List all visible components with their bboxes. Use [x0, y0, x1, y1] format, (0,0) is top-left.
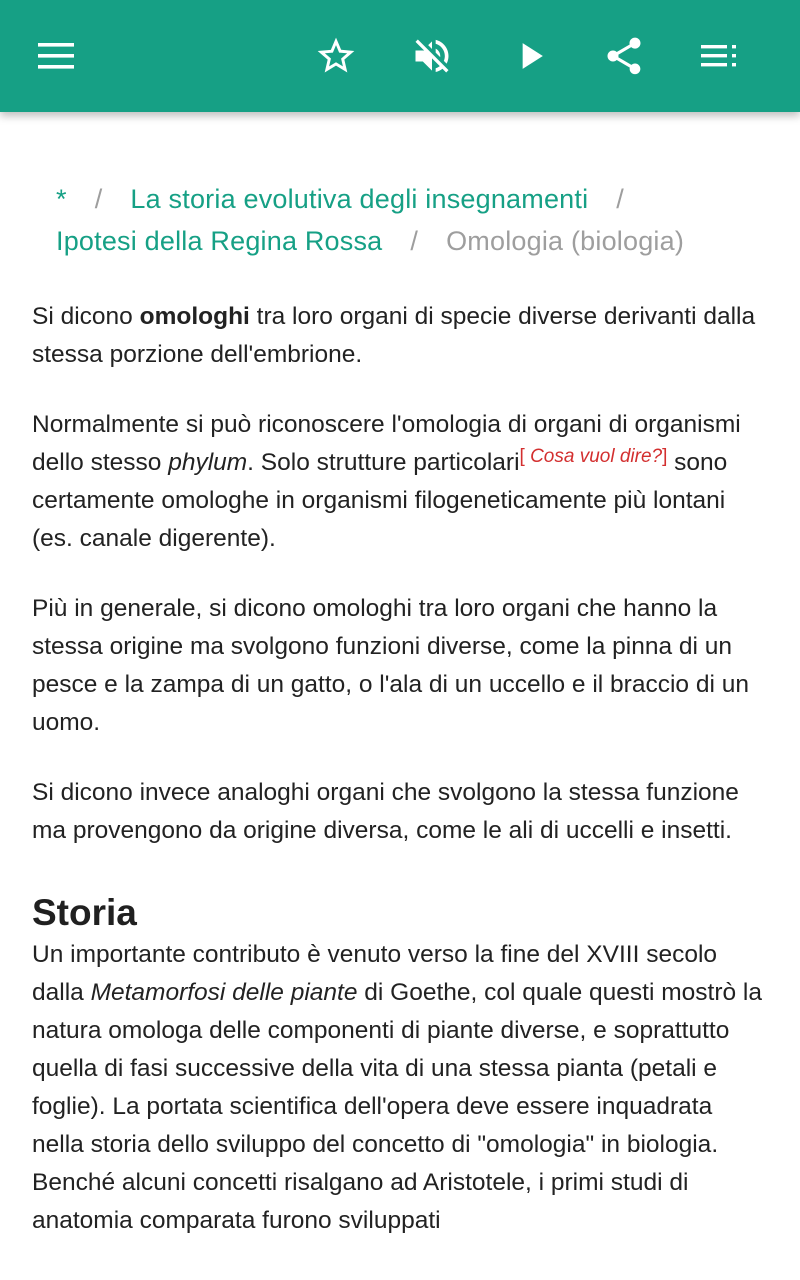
citation-text: Cosa vuol dire? [524, 446, 663, 467]
paragraph: Si dicono invece analoghi organi che svolgono la stessa funzione ma provengono da origine diversa, come le ali di uccelli e insetti. [32, 779, 739, 844]
text: Si dicono [32, 303, 140, 330]
paragraph [32, 406, 768, 558]
share-button[interactable] [594, 26, 654, 86]
paragraph [32, 298, 768, 374]
italic-term: Metamorfosi delle piante [90, 979, 358, 1006]
breadcrumb-root[interactable]: * [56, 184, 67, 214]
contents-button[interactable] [690, 26, 750, 86]
article-body [32, 298, 768, 1240]
breadcrumb-current: Omologia (biologia) [446, 226, 685, 256]
play-button[interactable] [500, 26, 560, 86]
app-toolbar [0, 0, 800, 112]
breadcrumb-separator: / [410, 226, 419, 256]
menu-icon [36, 41, 76, 71]
play-icon [508, 34, 552, 78]
text: Normalmente si può riconoscere l'omologia di organi di organismi dello stesso [32, 411, 741, 476]
paragraph: Più in generale, si dicono omologhi tra loro organi che hanno la stessa origine ma svolgono funzioni diverse, come la pinna di un pesce e la zampa di un gatto, o l'ala di un uccello e il braccio di un uomo. [32, 595, 749, 736]
share-icon [602, 34, 646, 78]
text: di Goethe, col quale questi mostrò la natura omologa delle componenti di piante diverse, e soprattutto quella di fasi successive della vita di una stessa pianta (petali e foglie). La portata scientifica dell'opera deve essere inquadrata nella storia dello sviluppo del concetto di "omologia" in biologia. Benché alcuni concetti risalgano ad Aristotele, i primi studi di anatomia comparata furono sviluppati [32, 979, 762, 1234]
bold-term: omologhi [139, 303, 250, 330]
breadcrumb-item-regina-rossa[interactable]: Ipotesi della Regina Rossa [56, 226, 383, 256]
citation-bracket: ] [662, 446, 668, 467]
bookmark-button[interactable] [306, 26, 366, 86]
breadcrumb-separator: / [94, 184, 103, 214]
star-icon [314, 34, 358, 78]
text: Un importante contributo è venuto verso la fine del XVIII secolo dalla [32, 941, 718, 1006]
citation-bracket: [ [519, 446, 525, 467]
breadcrumb-separator: / [616, 184, 624, 214]
text: . Solo strutture particolari [247, 449, 520, 476]
article-content [32, 112, 768, 1280]
paragraph [32, 936, 768, 1240]
breadcrumb [56, 178, 768, 262]
citation-needed-link[interactable] [520, 446, 668, 467]
mute-button[interactable] [402, 26, 462, 86]
breadcrumb-item-storia-evolutiva[interactable]: La storia evolutiva degli insegnamenti [130, 184, 589, 214]
playlist-icon [700, 43, 740, 69]
volume-off-icon [410, 34, 454, 78]
text: tra loro organi di specie diverse derivanti dalla stessa porzione dell'embrione. [32, 303, 756, 368]
italic-term: phylum [168, 449, 248, 476]
section-heading: Storia [32, 892, 137, 933]
menu-button[interactable] [26, 26, 86, 86]
text: sono certamente omologhe in organismi filogeneticamente più lontani (es. canale digerente). [32, 449, 728, 552]
